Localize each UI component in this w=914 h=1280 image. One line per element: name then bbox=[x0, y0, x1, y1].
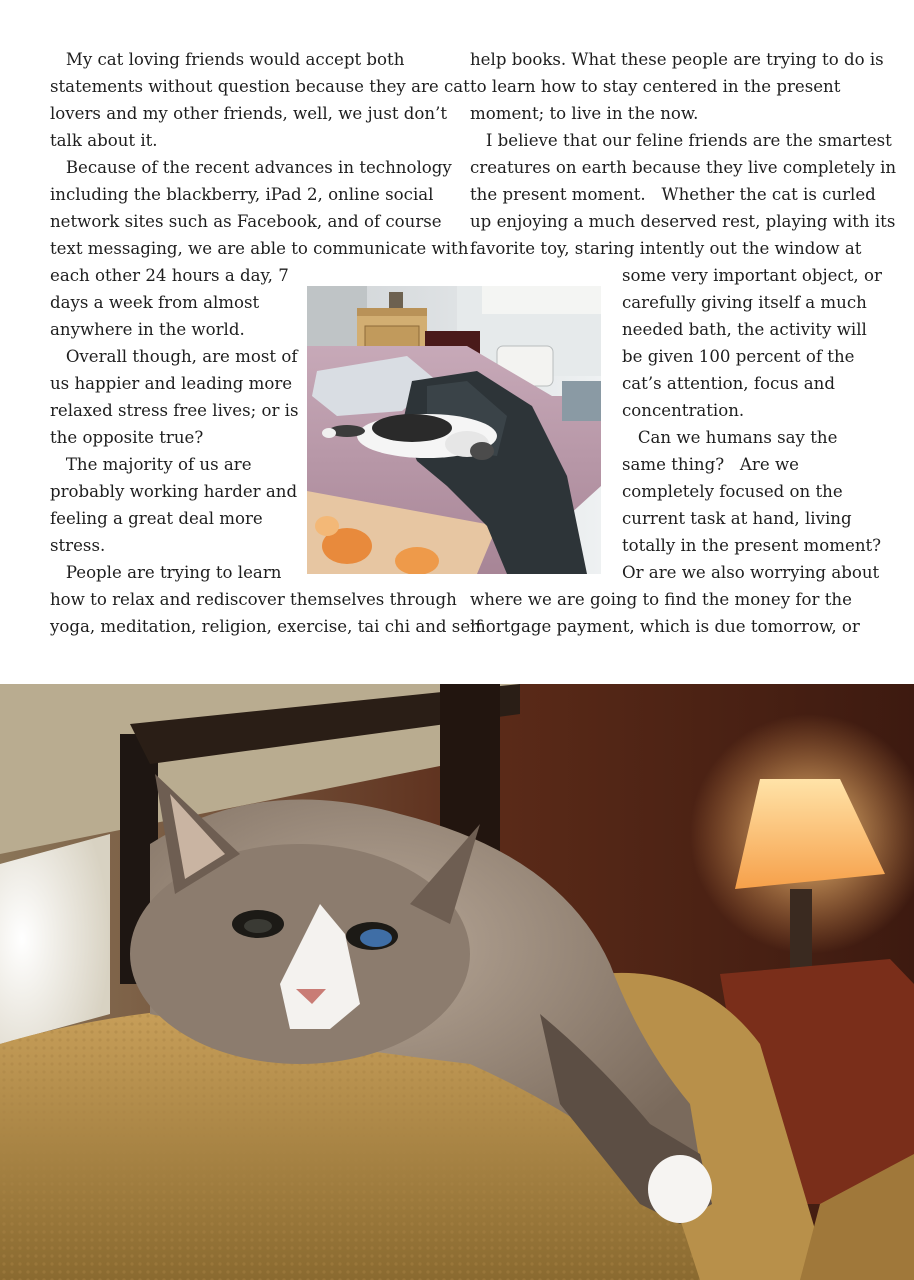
left-line: anywhere in the world. bbox=[50, 320, 245, 339]
hero-photo-cat-on-sofa bbox=[0, 684, 914, 1280]
left-line: People are trying to learn bbox=[50, 563, 282, 582]
left-line: stress. bbox=[50, 536, 106, 555]
right-line: mortgage payment, which is due tomorrow, or bbox=[470, 617, 860, 636]
left-line: text messaging, we are able to communicate with bbox=[50, 239, 469, 258]
left-line: talk about it. bbox=[50, 131, 158, 150]
right-line: completely focused on the bbox=[622, 482, 843, 501]
right-line: current task at hand, living bbox=[622, 509, 852, 528]
right-line: carefully giving itself a much bbox=[622, 293, 867, 312]
left-line: how to relax and rediscover themselves through bbox=[50, 590, 457, 609]
right-line: concentration. bbox=[622, 401, 745, 420]
left-line: days a week from almost bbox=[50, 293, 260, 312]
right-line: help books. What these people are trying to do is bbox=[470, 50, 884, 69]
right-line: Or are we also worrying about bbox=[622, 563, 880, 582]
left-line: yoga, meditation, religion, exercise, tai chi and self bbox=[50, 617, 482, 636]
left-line: Because of the recent advances in technology bbox=[50, 158, 452, 177]
right-line: same thing? Are we bbox=[622, 455, 799, 474]
left-line: Overall though, are most of bbox=[50, 347, 298, 366]
inset-photo-cat-on-bed bbox=[307, 286, 601, 574]
left-line: feeling a great deal more bbox=[50, 509, 263, 528]
left-line: including the blackberry, iPad 2, online social bbox=[50, 185, 434, 204]
right-line: needed bath, the activity will bbox=[622, 320, 867, 339]
right-line: I believe that our feline friends are the smartest bbox=[470, 131, 892, 150]
right-line: the present moment. Whether the cat is curled bbox=[470, 185, 876, 204]
left-line: The majority of us are bbox=[50, 455, 252, 474]
right-line: cat’s attention, focus and bbox=[622, 374, 835, 393]
left-line: probably working harder and bbox=[50, 482, 298, 501]
left-line: statements without question because they are cat bbox=[50, 77, 470, 96]
right-line: moment; to live in the now. bbox=[470, 104, 699, 123]
left-line: each other 24 hours a day, 7 bbox=[50, 266, 289, 285]
right-line: be given 100 percent of the bbox=[622, 347, 855, 366]
left-line: the opposite true? bbox=[50, 428, 204, 447]
right-line: to learn how to stay centered in the present bbox=[470, 77, 841, 96]
left-line: My cat loving friends would accept both bbox=[50, 50, 405, 69]
left-line: us happier and leading more bbox=[50, 374, 293, 393]
right-line: creatures on earth because they live completely in bbox=[470, 158, 897, 177]
right-line: where we are going to find the money for the bbox=[470, 590, 852, 609]
left-line: network sites such as Facebook, and of course bbox=[50, 212, 442, 231]
right-line: up enjoying a much deserved rest, playing with its bbox=[470, 212, 896, 231]
left-line: relaxed stress free lives; or is bbox=[50, 401, 299, 420]
right-line: totally in the present moment? bbox=[622, 536, 882, 555]
right-line: favorite toy, staring intently out the window at bbox=[470, 239, 862, 258]
left-line: lovers and my other friends, well, we just don’t bbox=[50, 104, 448, 123]
right-line: some very important object, or bbox=[622, 266, 882, 285]
right-line: Can we humans say the bbox=[622, 428, 838, 447]
